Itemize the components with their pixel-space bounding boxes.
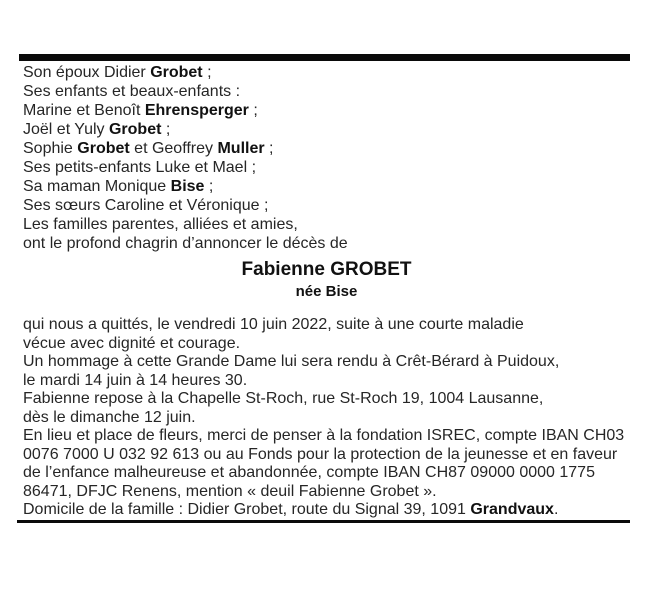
notice-text: 0076 7000 U 032 92 613 ou au Fonds pour la protection de la jeunesse et en faveur bbox=[23, 445, 618, 463]
notice-text-line bbox=[23, 63, 643, 82]
notice-text: Ses enfants et beaux-enfants : bbox=[23, 83, 241, 100]
notice-text: ; bbox=[264, 140, 274, 157]
notice-text-line bbox=[23, 177, 643, 196]
notice-text-line bbox=[23, 158, 643, 177]
deceased-name: Fabienne GROBET bbox=[241, 259, 412, 280]
notice-text-line bbox=[23, 464, 657, 483]
family-list bbox=[23, 63, 643, 253]
notice-text: Un hommage à cette Grande Dame lui sera rendu à Crêt-Bérard à Puidoux, bbox=[23, 353, 560, 370]
notice-text: Sophie bbox=[23, 140, 78, 157]
notice-text: Domicile de la famille : Didier Grobet, route du Signal 39, 1091 bbox=[23, 501, 471, 518]
notice-text-line bbox=[23, 353, 657, 372]
maiden-name: née Bise bbox=[295, 283, 358, 300]
notice-text-line bbox=[23, 427, 657, 446]
notice-text: 86471, DFJC Renens, mention « deuil Fabienne Grobet ». bbox=[23, 482, 437, 500]
notice-text: ; bbox=[248, 102, 258, 119]
notice-text: Sa maman Monique bbox=[23, 178, 171, 195]
notice-text: Fabienne repose à la Chapelle St-Roch, rue St-Roch 19, 1004 Lausanne, bbox=[23, 390, 544, 407]
notice-text-line bbox=[23, 335, 657, 354]
notice-text-line bbox=[23, 501, 657, 520]
notice-text: Ses sœurs Caroline et Véronique ; bbox=[23, 197, 269, 214]
notice-text-line bbox=[23, 316, 657, 335]
notice-text: Son époux Didier bbox=[23, 64, 151, 81]
notice-text: qui nous a quittés, le vendredi 10 juin 2022, suite à une courte maladie bbox=[23, 316, 524, 333]
notice-text: ; bbox=[202, 64, 212, 81]
notice-text: le mardi 14 juin à 14 heures 30. bbox=[23, 371, 248, 389]
notice-text-line bbox=[23, 234, 643, 253]
notice-text-line bbox=[23, 196, 643, 215]
notice-text: Marine et Benoît bbox=[23, 102, 145, 119]
surname-bold-text: Grobet bbox=[108, 121, 162, 138]
notice-text-line bbox=[23, 139, 643, 158]
notice-text: de l’enfance malheureuse et abandonnée, compte IBAN CH87 09000 0000 1775 bbox=[23, 464, 595, 481]
surname-bold-text: Bise bbox=[170, 178, 205, 195]
notice-text-line bbox=[23, 446, 657, 465]
bottom-rule bbox=[17, 520, 630, 523]
notice-text: dès le dimanche 12 juin. bbox=[23, 408, 196, 426]
notice-text-line bbox=[23, 483, 657, 502]
notice-text: et Geoffrey bbox=[129, 140, 218, 157]
notice-text-line bbox=[23, 390, 657, 409]
announcement-details bbox=[23, 316, 657, 520]
surname-bold-text: Ehrensperger bbox=[144, 102, 249, 119]
notice-text: vécue avec dignité et courage. bbox=[23, 334, 241, 352]
notice-text-line bbox=[23, 215, 643, 234]
notice-text: En lieu et place de fleurs, merci de penser à la fondation ISREC, compte IBAN CH03 bbox=[23, 427, 625, 444]
notice-text: ; bbox=[204, 178, 214, 195]
notice-text: Joël et Yuly bbox=[23, 121, 109, 138]
notice-text: ; bbox=[161, 121, 171, 138]
notice-text-line bbox=[23, 101, 643, 120]
notice-text-line bbox=[23, 120, 643, 139]
notice-text-line bbox=[23, 409, 657, 428]
notice-text: Ses petits-enfants Luke et Mael ; bbox=[23, 159, 257, 176]
notice-text: ont le profond chagrin d’annoncer le décès de bbox=[23, 235, 348, 252]
surname-bold-text: Muller bbox=[217, 140, 265, 157]
surname-bold-text: Grandvaux bbox=[470, 501, 554, 518]
surname-bold-text: Grobet bbox=[150, 64, 203, 81]
top-rule bbox=[19, 54, 630, 61]
notice-text-line bbox=[23, 372, 657, 391]
surname-bold-text: Grobet bbox=[77, 140, 130, 157]
notice-text: Les familles parentes, alliées et amies, bbox=[23, 216, 298, 233]
notice-text: . bbox=[553, 501, 559, 518]
notice-text-line bbox=[23, 82, 643, 101]
